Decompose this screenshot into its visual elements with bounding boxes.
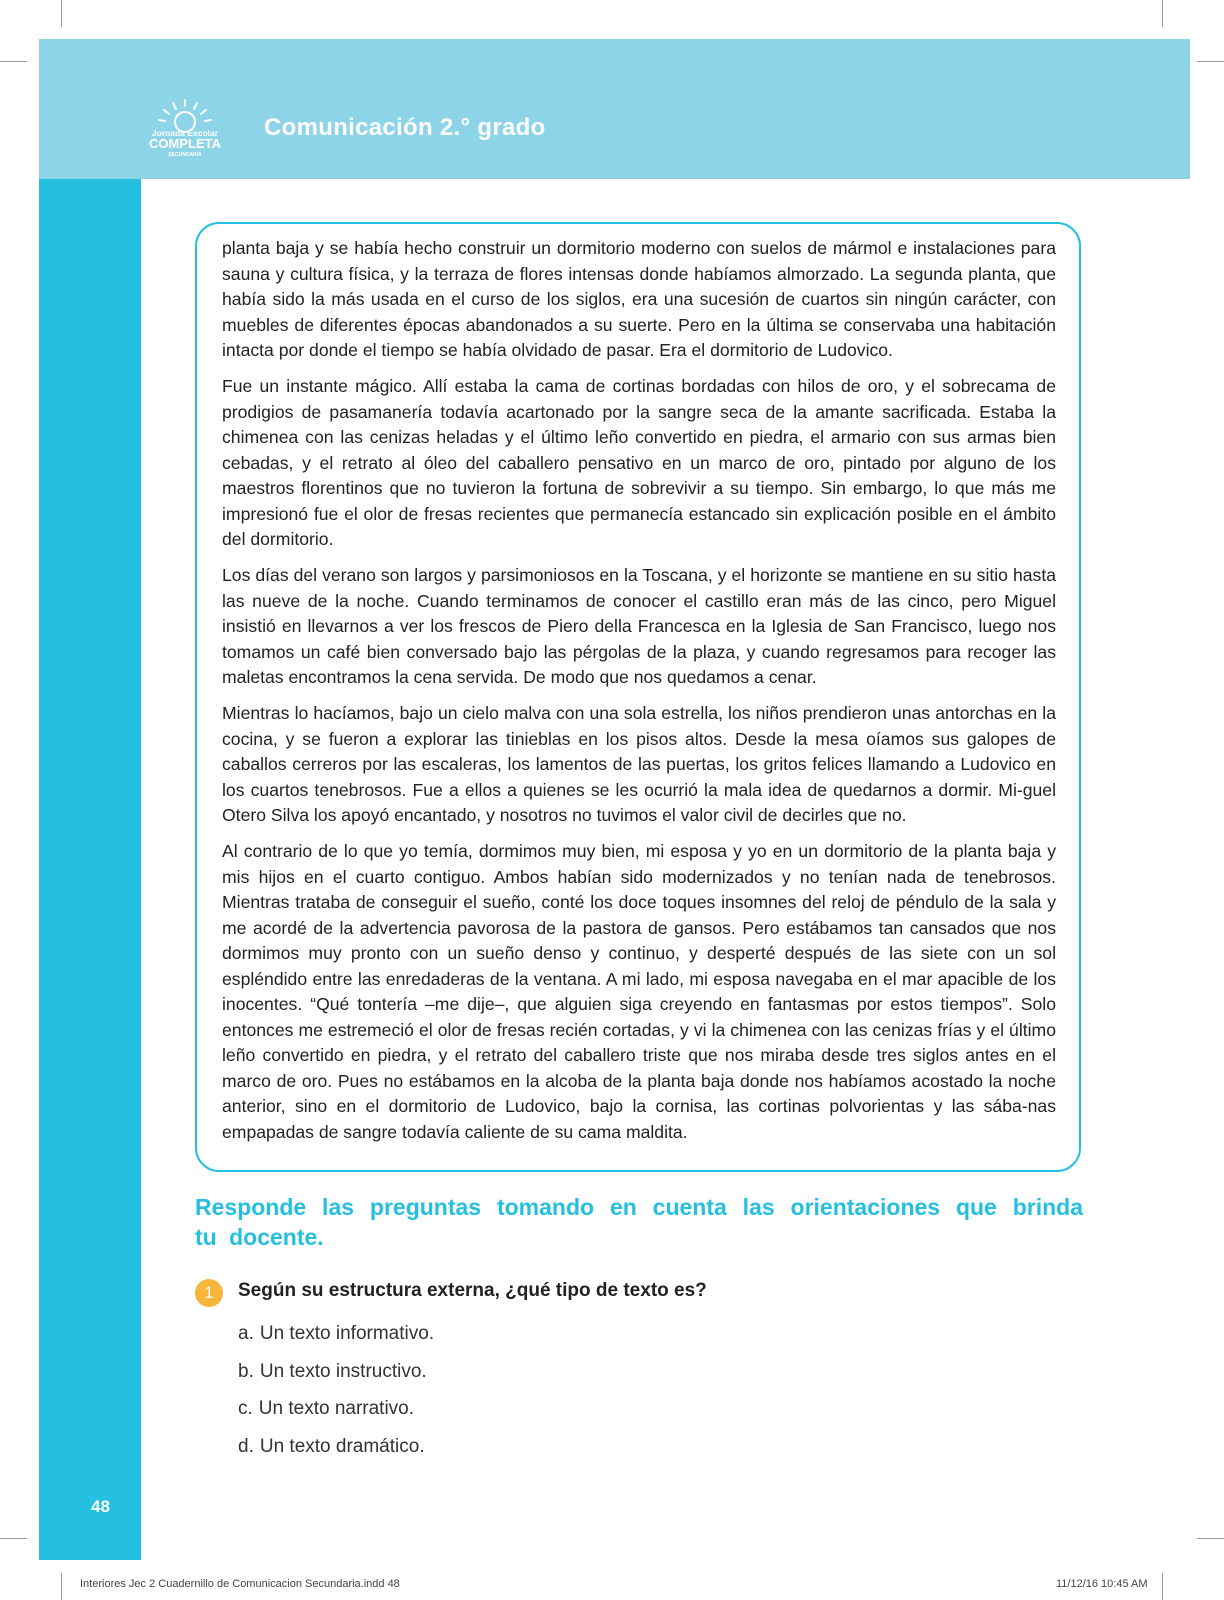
answer-option	[238, 1435, 434, 1473]
option-letter: c.	[238, 1398, 253, 1419]
crop-mark	[0, 1538, 27, 1539]
crop-mark	[0, 61, 27, 62]
option-letter: d.	[238, 1435, 254, 1457]
option-letter: b.	[238, 1360, 254, 1382]
option-letter: a.	[238, 1323, 254, 1344]
option-text: Un texto dramático.	[259, 1435, 425, 1457]
paragraph: Los días del verano son largos y parsimoniosos en la Toscana, y el horizonte se mantiene en su sitio hasta las nueve de la noche. Cuando terminamos de conocer el castillo eran más de las cinco, pero Miguel insistió en llevarnos a ver los frescos de Piero della Francesca en la Iglesia de San Francisco, luego nos tomamos un café bien conversado bajo las pérgolas de la plaza, y cuando regresamos para recoger las maletas encontramos la cena servida. De modo que nos quedamos a cenar.	[222, 565, 1056, 687]
svg-text:COMPLETA: COMPLETA	[149, 136, 221, 151]
option-text: Un texto informativo.	[259, 1323, 435, 1344]
crop-mark	[1162, 0, 1163, 27]
answer-options	[238, 1322, 434, 1472]
page-number: 48	[91, 1497, 110, 1516]
svg-text:Jornada Escolar: Jornada Escolar	[151, 128, 219, 138]
paragraph: Al contrario de lo que yo temía, dormimos muy bien, mi esposa y yo en un dormitorio de la planta baja y mis hijos en el cuarto contiguo. Ambos habían sido modernizados y no tenían nada de tenebrosos. Mientras trataba de conseguir el sueño, conté los doce toques insomnes del reloj de péndulo de la sala y me acordé de la advertencia pavorosa de la pastora de gansos. Pero estábamos tan cansados que nos dormimos muy pronto con un sueño denso y continuo, y desperté después de las siete con un sol espléndido entre las enredaderas de la ventana. A mi lado, mi esposa navegaba en el mar apacible de los inocentes. “Qué tontería –me dije–, que alguien siga creyendo en fantasmas por estos tiempos”. Solo entonces me estremeció el olor de fresas recién cortadas, y vi la chimenea con las cenizas frías y el último leño convertido en piedra, y el retrato del caballero triste que nos miraba desde tres siglos antes en el marco de oro. Pues no estábamos en la alcoba de la planta baja donde nos habíamos acostado la noche anterior, sino en el dormitorio de Ludovico, bajo la cornisa, las cortinas polvorientas y las sába-nas empapadas de sangre todavía caliente de su cama maldita.	[222, 841, 1056, 1142]
crop-mark	[61, 1573, 62, 1600]
page-title: Comunicación 2.° grado	[264, 114, 546, 141]
print-footer-date: 11/12/16 10:45 AM	[1056, 1578, 1148, 1590]
crop-mark	[61, 0, 62, 27]
crop-mark	[1162, 1573, 1163, 1600]
paragraph: Fue un instante mágico. Allí estaba la cama de cortinas bordadas con hilos de oro, y el sobrecama de prodigios de pasamanería todavía acartonado por la sangre seca de la amante sacrificada. Estaba la chimenea con las cenizas heladas y el último leño convertido en piedra, el armario con sus armas bien cebadas, y el retrato al óleo del caballero pensativo en un marco de oro, pintado por alguno de los maestros florentinos que no tuvieron la fortuna de sobrevivir a su tiempo. Sin embargo, lo que más me impresionó fue el olor de fresas recientes que permanecía estancado sin explicación posible en el ámbito del dormitorio.	[222, 376, 1056, 549]
side-band	[39, 179, 141, 1560]
reading-text	[222, 236, 1056, 1156]
instruction-heading: Responde las preguntas tomando en cuenta las orientaciones que brinda tu docente.	[195, 1194, 1083, 1250]
answer-option	[238, 1397, 434, 1435]
crop-mark	[1197, 61, 1224, 62]
answer-option	[238, 1322, 434, 1360]
option-text: Un texto narrativo.	[258, 1398, 415, 1419]
svg-text:SECUNDARIA: SECUNDARIA	[168, 152, 202, 158]
paragraph: Mientras lo hacíamos, bajo un cielo malva con una sola estrella, los niños prendieron unas antorchas en la cocina, y se fueron a explorar las tinieblas en los pisos altos. Desde la mesa oíamos sus galopes de caballos cerreros por las escaleras, los lamentos de las puertas, los gritos felices llamando a Ludovico en los cuartos tenebrosos. Fue a ellos a quienes se les ocurrió la mala idea de quedarnos a dormir. Mi-guel Otero Silva los apoyó encantado, y nosotros no tuvimos el valor civil de decirles que no.	[222, 703, 1056, 825]
logo	[145, 98, 225, 160]
paragraph: planta baja y se había hecho construir un dormitorio moderno con suelos de mármol e instalaciones para sauna y cultura física, y la terraza de flores intensas donde habíamos almorzado. La segunda planta, que había sido la más usada en el curso de los siglos, era una sucesión de cuartos sin ningún carácter, con muebles de diferentes épocas abandonados a su suerte. Pero en la última se conservaba una habitación intacta por donde el tiempo se había olvidado de pasar. Era el dormitorio de Ludovico.	[222, 238, 1056, 360]
question-number-badge: 1	[195, 1279, 223, 1307]
print-footer-file: Interiores Jec 2 Cuadernillo de Comunicacion Secundaria.indd 48	[80, 1578, 400, 1590]
crop-mark	[1197, 1538, 1224, 1539]
question-text: Según su estructura externa, ¿qué tipo de texto es?	[238, 1280, 707, 1301]
option-text: Un texto instructivo.	[259, 1360, 427, 1382]
answer-option	[238, 1360, 434, 1398]
